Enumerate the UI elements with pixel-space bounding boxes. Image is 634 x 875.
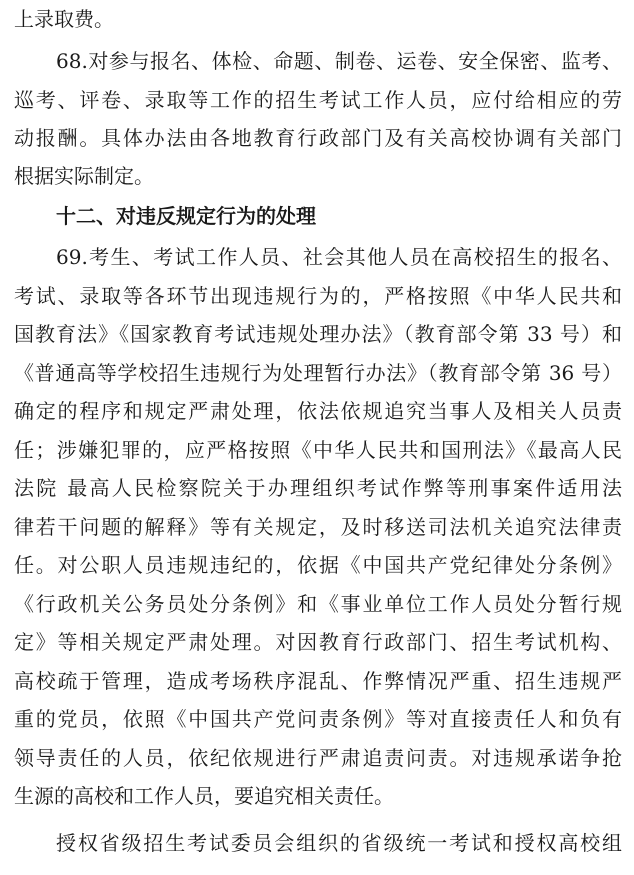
text-line: 领导责任的人员，依纪依规进行严肃追责问责。对违规承诺争抢 xyxy=(14,746,622,770)
text-line: 确定的程序和规定严肃处理，依法依规追究当事人及相关人员责 xyxy=(14,399,622,423)
paragraph-68-start: 68.对参与报名、体检、命题、制卷、运卷、安全保密、监考、 xyxy=(56,49,622,73)
text-line: 上录取费。 xyxy=(14,7,114,31)
text-line: 动报酬。具体办法由各地教育行政部门及有关高校协调有关部门 xyxy=(14,126,622,150)
text-line: 考试、录取等各环节出现违规行为的，严格按照《中华人民共和 xyxy=(14,284,622,308)
text-line: 定》等相关规定严肃处理。对因教育行政部门、招生考试机构、 xyxy=(14,630,622,654)
text-line: 高校疏于管理，造成考场秩序混乱、作弊情况严重、招生违规严 xyxy=(14,669,622,693)
text-line: 重的党员，依照《中国共产党问责条例》等对直接责任人和负有 xyxy=(14,707,622,731)
text-line: 生源的高校和工作人员，要追究相关责任。 xyxy=(14,784,394,808)
text-line: 律若干问题的解释》等有关规定，及时移送司法机关追究法律责 xyxy=(14,515,622,539)
text-line: 法院 最高人民检察院关于办理组织考试作弊等刑事案件适用法 xyxy=(14,476,622,500)
paragraph-69-start: 69.考生、考试工作人员、社会其他人员在高校招生的报名、 xyxy=(56,245,622,269)
text-line: 根据实际制定。 xyxy=(14,164,154,188)
paragraph-final-start: 授权省级招生考试委员会组织的省级统一考试和授权高校组 xyxy=(56,831,622,855)
section-heading: 十二、对违反规定行为的处理 xyxy=(56,204,316,228)
text-line: 《普通高等学校招生违规行为处理暂行办法》（教育部令第 36 号） xyxy=(14,361,622,385)
text-line: 任；涉嫌犯罪的，应严格按照《中华人民共和国刑法》《最高人民 xyxy=(14,438,622,462)
text-line: 《行政机关公务员处分条例》和《事业单位工作人员处分暂行规 xyxy=(14,592,622,616)
text-line: 任。对公职人员违规违纪的，依据《中国共产党纪律处分条例》 xyxy=(14,553,622,577)
text-line: 巡考、评卷、录取等工作的招生考试工作人员，应付给相应的劳 xyxy=(14,88,622,112)
text-line: 国教育法》《国家教育考试违规处理办法》（教育部令第 33 号）和 xyxy=(14,322,622,346)
